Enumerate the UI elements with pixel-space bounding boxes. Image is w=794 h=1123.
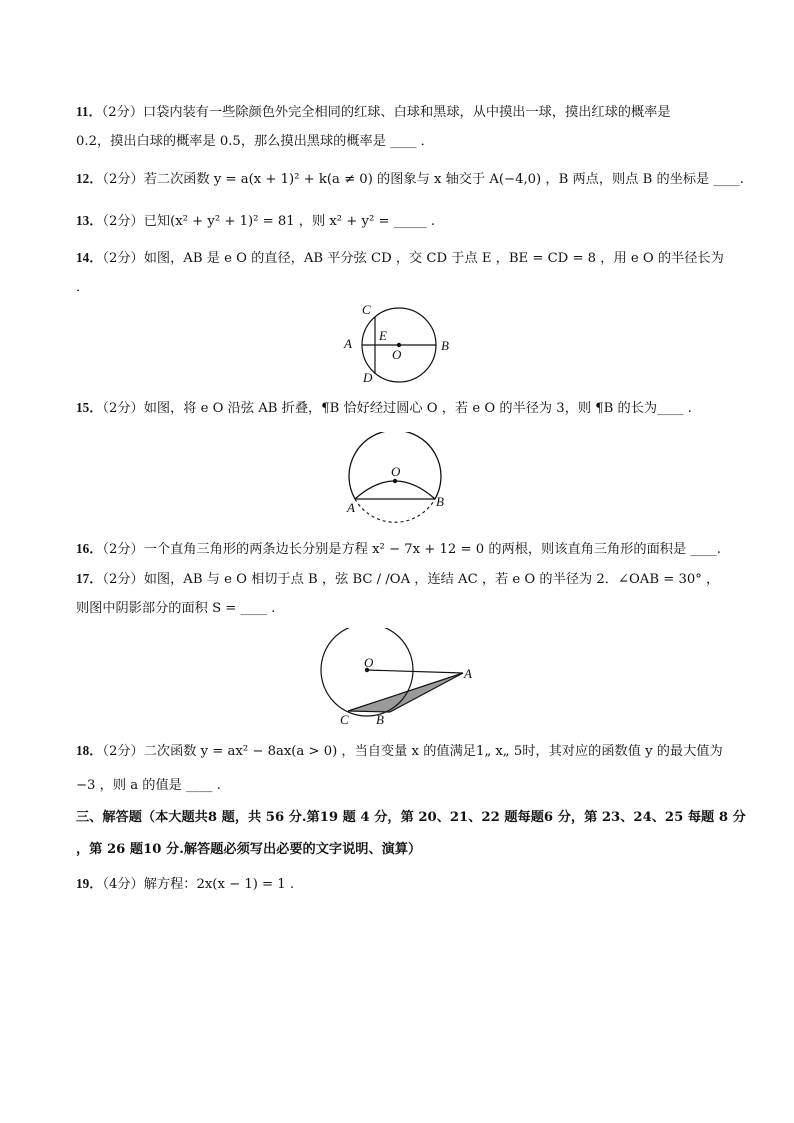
question-text: （2分）口袋内装有一些除颜色外完全相同的红球、白球和黑球，从中摸出一球，摸出红球的概率是	[101, 105, 671, 120]
label-c: C	[362, 302, 371, 317]
label-b: B	[441, 338, 449, 353]
question-16	[76, 540, 724, 559]
figure-14-circle-diameter	[330, 298, 460, 390]
question-text: （4分）解方程：2x(x − 1) = 1 .	[102, 877, 295, 892]
figure-17-tangent-shaded	[318, 628, 478, 730]
question-12	[76, 170, 744, 189]
question-17-line-2: 则图中阴影部分的面积 S = ____ .	[76, 601, 276, 616]
figure-15-folded-circle	[338, 432, 458, 524]
question-11-line-2: 0.2，摸出白球的概率是 0.5，那么摸出黑球的概率是 ____ ．	[76, 134, 434, 149]
label-d: D	[363, 370, 373, 385]
question-text: （2分）如图，将 e O 沿弦 AB 折叠，¶B 恰好经过圆心 O ，若 e O 的半径为 3，则 ¶B 的长为____ .	[102, 401, 692, 416]
question-15	[76, 399, 724, 418]
question-text: （2分）若二次函数 y = a(x + 1)² + k(a ≠ 0) 的图象与 x 轴交于 A(−4,0) ，B 两点，则点 B 的坐标是 ____.	[102, 172, 744, 187]
label-c: C	[340, 712, 349, 727]
question-number: 14．	[76, 250, 103, 265]
question-number: 19．	[76, 876, 103, 891]
question-text: （2分）如图，AB 与 e O 相切于点 B ，弦 BC / /OA ，连结 AC ，若 e O 的半径为 2．∠OAB = 30° ，	[102, 572, 720, 587]
question-text: （2分）二次函数 y = ax² − 8ax(a > 0) ，当自变量 x 的值满足1„ x„ 5时，其对应的函数值 y 的最大值为	[102, 744, 723, 759]
question-14-line-2: ．	[76, 280, 90, 295]
question-19	[76, 875, 724, 894]
label-o: O	[391, 464, 401, 479]
label-a: A	[347, 500, 355, 515]
label-o: O	[364, 655, 374, 670]
question-number: 15．	[76, 400, 103, 415]
label-b: B	[436, 494, 444, 509]
question-13	[76, 212, 724, 231]
question-17-line-1	[76, 570, 724, 589]
section-3-heading-line-1: 三、解答题（本大题共8 题，共 56 分.第19 题 4 分，第 20、21、22 题每题6 分，第 23、24、25 每题 8 分	[76, 810, 746, 825]
label-e: E	[379, 328, 387, 343]
question-text: （2分）如图，AB 是 e O 的直径，AB 平分弦 CD ，交 CD 于点 E ，BE = CD = 8 ，用 e O 的半径长为	[102, 251, 724, 266]
question-number: 18．	[76, 743, 103, 758]
question-18-line-2: −3 ，则 a 的值是 ____ .	[76, 778, 221, 793]
label-a: A	[464, 666, 472, 681]
label-o: O	[392, 347, 402, 362]
question-11-line-1	[76, 103, 724, 122]
question-number: 16．	[76, 541, 103, 556]
question-number: 12．	[76, 171, 103, 186]
label-b: B	[376, 712, 384, 727]
question-text: （2分）一个直角三角形的两条边长分别是方程 x² − 7x + 12 = 0 的两根，则该直角三角形的面积是 ____.	[102, 542, 721, 557]
label-a: A	[344, 336, 352, 351]
question-text: （2分）已知(x² + y² + 1)² = 81 ，则 x² + y² = _____ .	[102, 214, 436, 229]
question-number: 11．	[76, 104, 102, 119]
question-18-line-1	[76, 742, 724, 761]
question-number: 13．	[76, 213, 103, 228]
question-number: 17．	[76, 571, 103, 586]
question-14-line-1	[76, 249, 724, 268]
section-3-heading-line-2: ，第 26 题10 分.解答题必须写出必要的文字说明、演算）	[76, 842, 422, 857]
